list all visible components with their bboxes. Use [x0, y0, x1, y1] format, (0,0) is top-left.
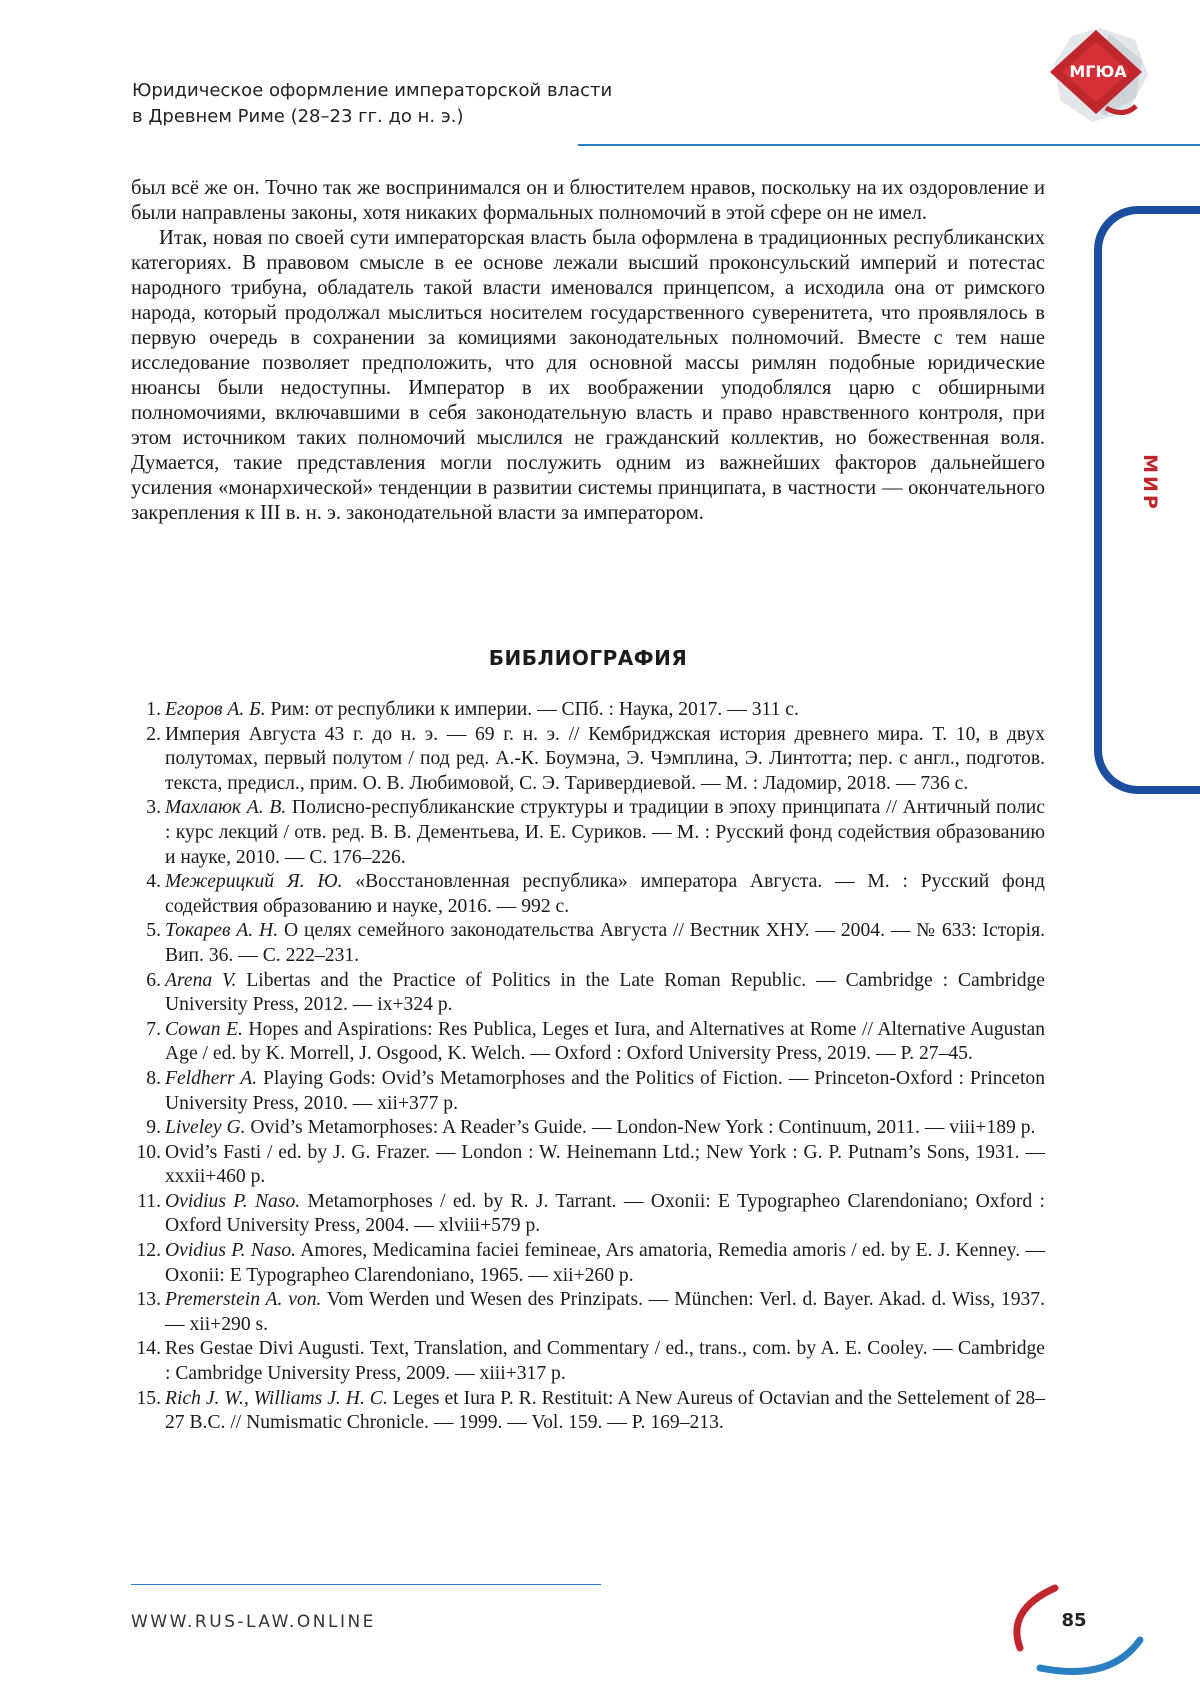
item-text: Leges et Iura P. R. Restituit: A New Aureus of Octavian and the Settelement of 28–27 B.C. // Numismatic Chronicle. — 1999. — Vol. 159. — P. 169–213.	[165, 1387, 1045, 1434]
item-number: 12.	[136, 1240, 161, 1262]
item-author: Егоров А. Б.	[165, 699, 266, 720]
item-author: Liveley G.	[165, 1117, 246, 1139]
paragraph: Итак, новая по своей сути императорская власть была оформлена в традиционных республиканских категориях. В правовом смысле в ее основе лежали высший проконсульский империй и потестас народного трибуна, обладатель такой власти именовался принцепсом, а исходила она от римского народа, который продолжал мыслиться носителем государственного суверенитета, что проявлялось в первую очередь в сохранении за комициями законодательных полномочий. Вместе с тем наше исследование позволяет предположить, что для основной массы римлян подобные юридические нюансы были недоступны. Император в их воображении уподоблялся царю с обширными полномочиями, включавшими в себя законодательную власть и право нравственного контроля, при этом источником таких полномочий мыслился не гражданский коллектив, но божественная воля. Думается, такие представления могли послужить одним из важнейших факторов дальнейшего усиления «монархической» тенденции в развитии системы принципата, в частности — окончательного закрепления к III в. н. э. законодательной власти за императором.	[131, 227, 1045, 524]
item-author: Arena V.	[165, 969, 237, 991]
footer-website-link[interactable]: WWW.RUS-LAW.ONLINE	[131, 1612, 376, 1632]
bibliography-item	[131, 969, 1045, 1018]
item-author: Cowan E.	[165, 1018, 243, 1040]
running-header-line-1: Юридическое оформление императорской власти	[132, 80, 613, 101]
item-number: 10.	[136, 1141, 161, 1163]
item-number: 9.	[146, 1117, 161, 1139]
item-text: «Восстановленная республика» императора Августа. — М. : Русский фонд содействия образованию и науке, 2016. — 992 с.	[165, 871, 1046, 917]
running-header	[132, 78, 692, 130]
item-number: 4.	[146, 871, 161, 893]
item-author: Premerstein A. von.	[165, 1289, 322, 1311]
running-header-line-2: в Древнем Риме (28–23 гг. до н. э.)	[132, 106, 464, 127]
item-text: Res Gestae Divi Augusti. Text, Translation, and Commentary / ed., trans., com. by A. E. Cooley. — Cambridge : Cambridge University Press, 2009. — xiii+317 p.	[165, 1338, 1045, 1385]
item-number: 8.	[146, 1067, 161, 1089]
logo-text: МГЮА	[1069, 62, 1127, 81]
bibliography-item	[131, 1190, 1045, 1239]
bibliography-item	[131, 698, 1045, 723]
item-author: Ovidius P. Naso.	[165, 1240, 297, 1262]
item-author: Токарев А. Н.	[165, 920, 279, 942]
item-text: Ovid’s Metamorphoses: A Reader’s Guide. — London-New York : Continuum, 2011. — viii+189 p.	[245, 1117, 1036, 1139]
item-number: 3.	[146, 797, 161, 819]
item-text: Vom Werden und Wesen des Prinzipats. — München: Verl. d. Bayer. Akad. d. Wiss, 1937. — xii+290 s.	[165, 1289, 1045, 1335]
item-text: Империя Августа 43 г. до н. э. — 69 г. н. э. // Кембриджская история древнего мира. Т. 10, в двух полутомах, первый полутом / под ред. А.-К. Боумэна, Э. Чэмплина, Э. Линтотта; пер. с англ., подготов. текста, предисл., прим. О. В. Любимовой, С. Э. Таривердиевой. — М. : Ладомир, 2018. — 736 с.	[165, 723, 1045, 794]
item-number: 5.	[146, 920, 161, 942]
header-divider	[578, 144, 1200, 146]
item-text: Playing Gods: Ovid’s Metamorphoses and the Politics of Fiction. — Princeton-Oxford : Princeton University Press, 2010. — xii+377 p.	[165, 1067, 1045, 1114]
bibliography-item	[131, 1387, 1045, 1436]
item-author: Feldherr A.	[165, 1067, 258, 1089]
footer-divider	[131, 1584, 601, 1585]
item-author: Махлаюк А. В.	[165, 797, 287, 819]
item-text: Amores, Medicamina faciei femineae, Ars amatoria, Remedia amoris / ed. by E. J. Kenney. — Oxonii: E Typographeo Clarendoniano, 1965. — xii+260 p.	[165, 1240, 1045, 1286]
item-text: Ovid’s Fasti / ed. by J. G. Frazer. — London : W. Heinemann Ltd.; New York : G. P. Putnam’s Sons, 1931. — xxxii+460 p.	[165, 1141, 1045, 1188]
bibliography-item	[131, 1337, 1045, 1386]
bibliography-item	[131, 796, 1045, 870]
bibliography-heading: БИБЛИОГРАФИЯ	[488, 646, 688, 670]
bibliography-item	[131, 919, 1045, 968]
item-author: Rich J. W., Williams J. H. C.	[165, 1387, 388, 1409]
bibliography-item	[131, 1018, 1045, 1067]
item-number: 2.	[146, 723, 161, 745]
bibliography-item	[131, 1141, 1045, 1190]
paragraph: был всё же он. Точно так же воспринимался он и блюстителем нравов, поскольку на их оздоровление и были направлены законы, хотя никаких формальных полномочий в этой сфере он не имел.	[131, 177, 1045, 224]
item-text: Рим: от республики к империи. — СПб. : Наука, 2017. — 311 с.	[265, 699, 799, 720]
bibliography-item	[131, 723, 1045, 797]
bibliography-item	[131, 1067, 1045, 1116]
item-text: Полисно-республиканские структуры и традиции в эпоху принципата // Античный полис : курс лекций / отв. ред. В. В. Дементьева, И. Е. Суриков. — М. : Русский фонд содействия образованию и науке, 2010. — С. 176–226.	[165, 797, 1045, 868]
item-number: 6.	[146, 969, 161, 991]
item-number: 13.	[136, 1289, 161, 1311]
item-author: Межерицкий Я. Ю.	[165, 871, 343, 893]
item-author: Ovidius P. Naso.	[165, 1190, 301, 1212]
section-tab-label: МИР	[1139, 454, 1161, 512]
item-number: 15.	[136, 1387, 161, 1409]
item-number: 14.	[136, 1338, 161, 1360]
item-text: Metamorphoses / ed. by R. J. Tarrant. — Oxonii: E Typographeo Clarendoniano; Oxford : Oxford University Press, 2004. — xlviii+579 p.	[165, 1190, 1045, 1237]
bibliography-list	[131, 698, 1045, 1436]
bibliography-item	[131, 1239, 1045, 1288]
item-text: Libertas and the Practice of Politics in the Late Roman Republic. — Cambridge : Cambridge University Press, 2012. — ix+324 p.	[165, 969, 1045, 1016]
article-body	[131, 176, 1045, 526]
item-number: 11.	[137, 1190, 161, 1212]
item-text: О целях семейного законодательства Августа // Вестник ХНУ. — 2004. — № 633: Історія. Вип. 36. — С. 222–231.	[165, 920, 1045, 966]
page-number: 85	[1061, 1610, 1087, 1631]
bibliography-item	[131, 1116, 1045, 1141]
bibliography-item	[131, 1288, 1045, 1337]
item-number: 1.	[146, 699, 161, 720]
item-number: 7.	[146, 1018, 161, 1040]
bibliography-item	[131, 870, 1045, 919]
item-text: Hopes and Aspirations: Res Publica, Leges et Iura, and Alternatives at Rome // Alternative Augustan Age / ed. by K. Morrell, J. Osgood, K. Welch. — Oxford : Oxford University Press, 2019. — P. 27–45.	[165, 1018, 1046, 1065]
